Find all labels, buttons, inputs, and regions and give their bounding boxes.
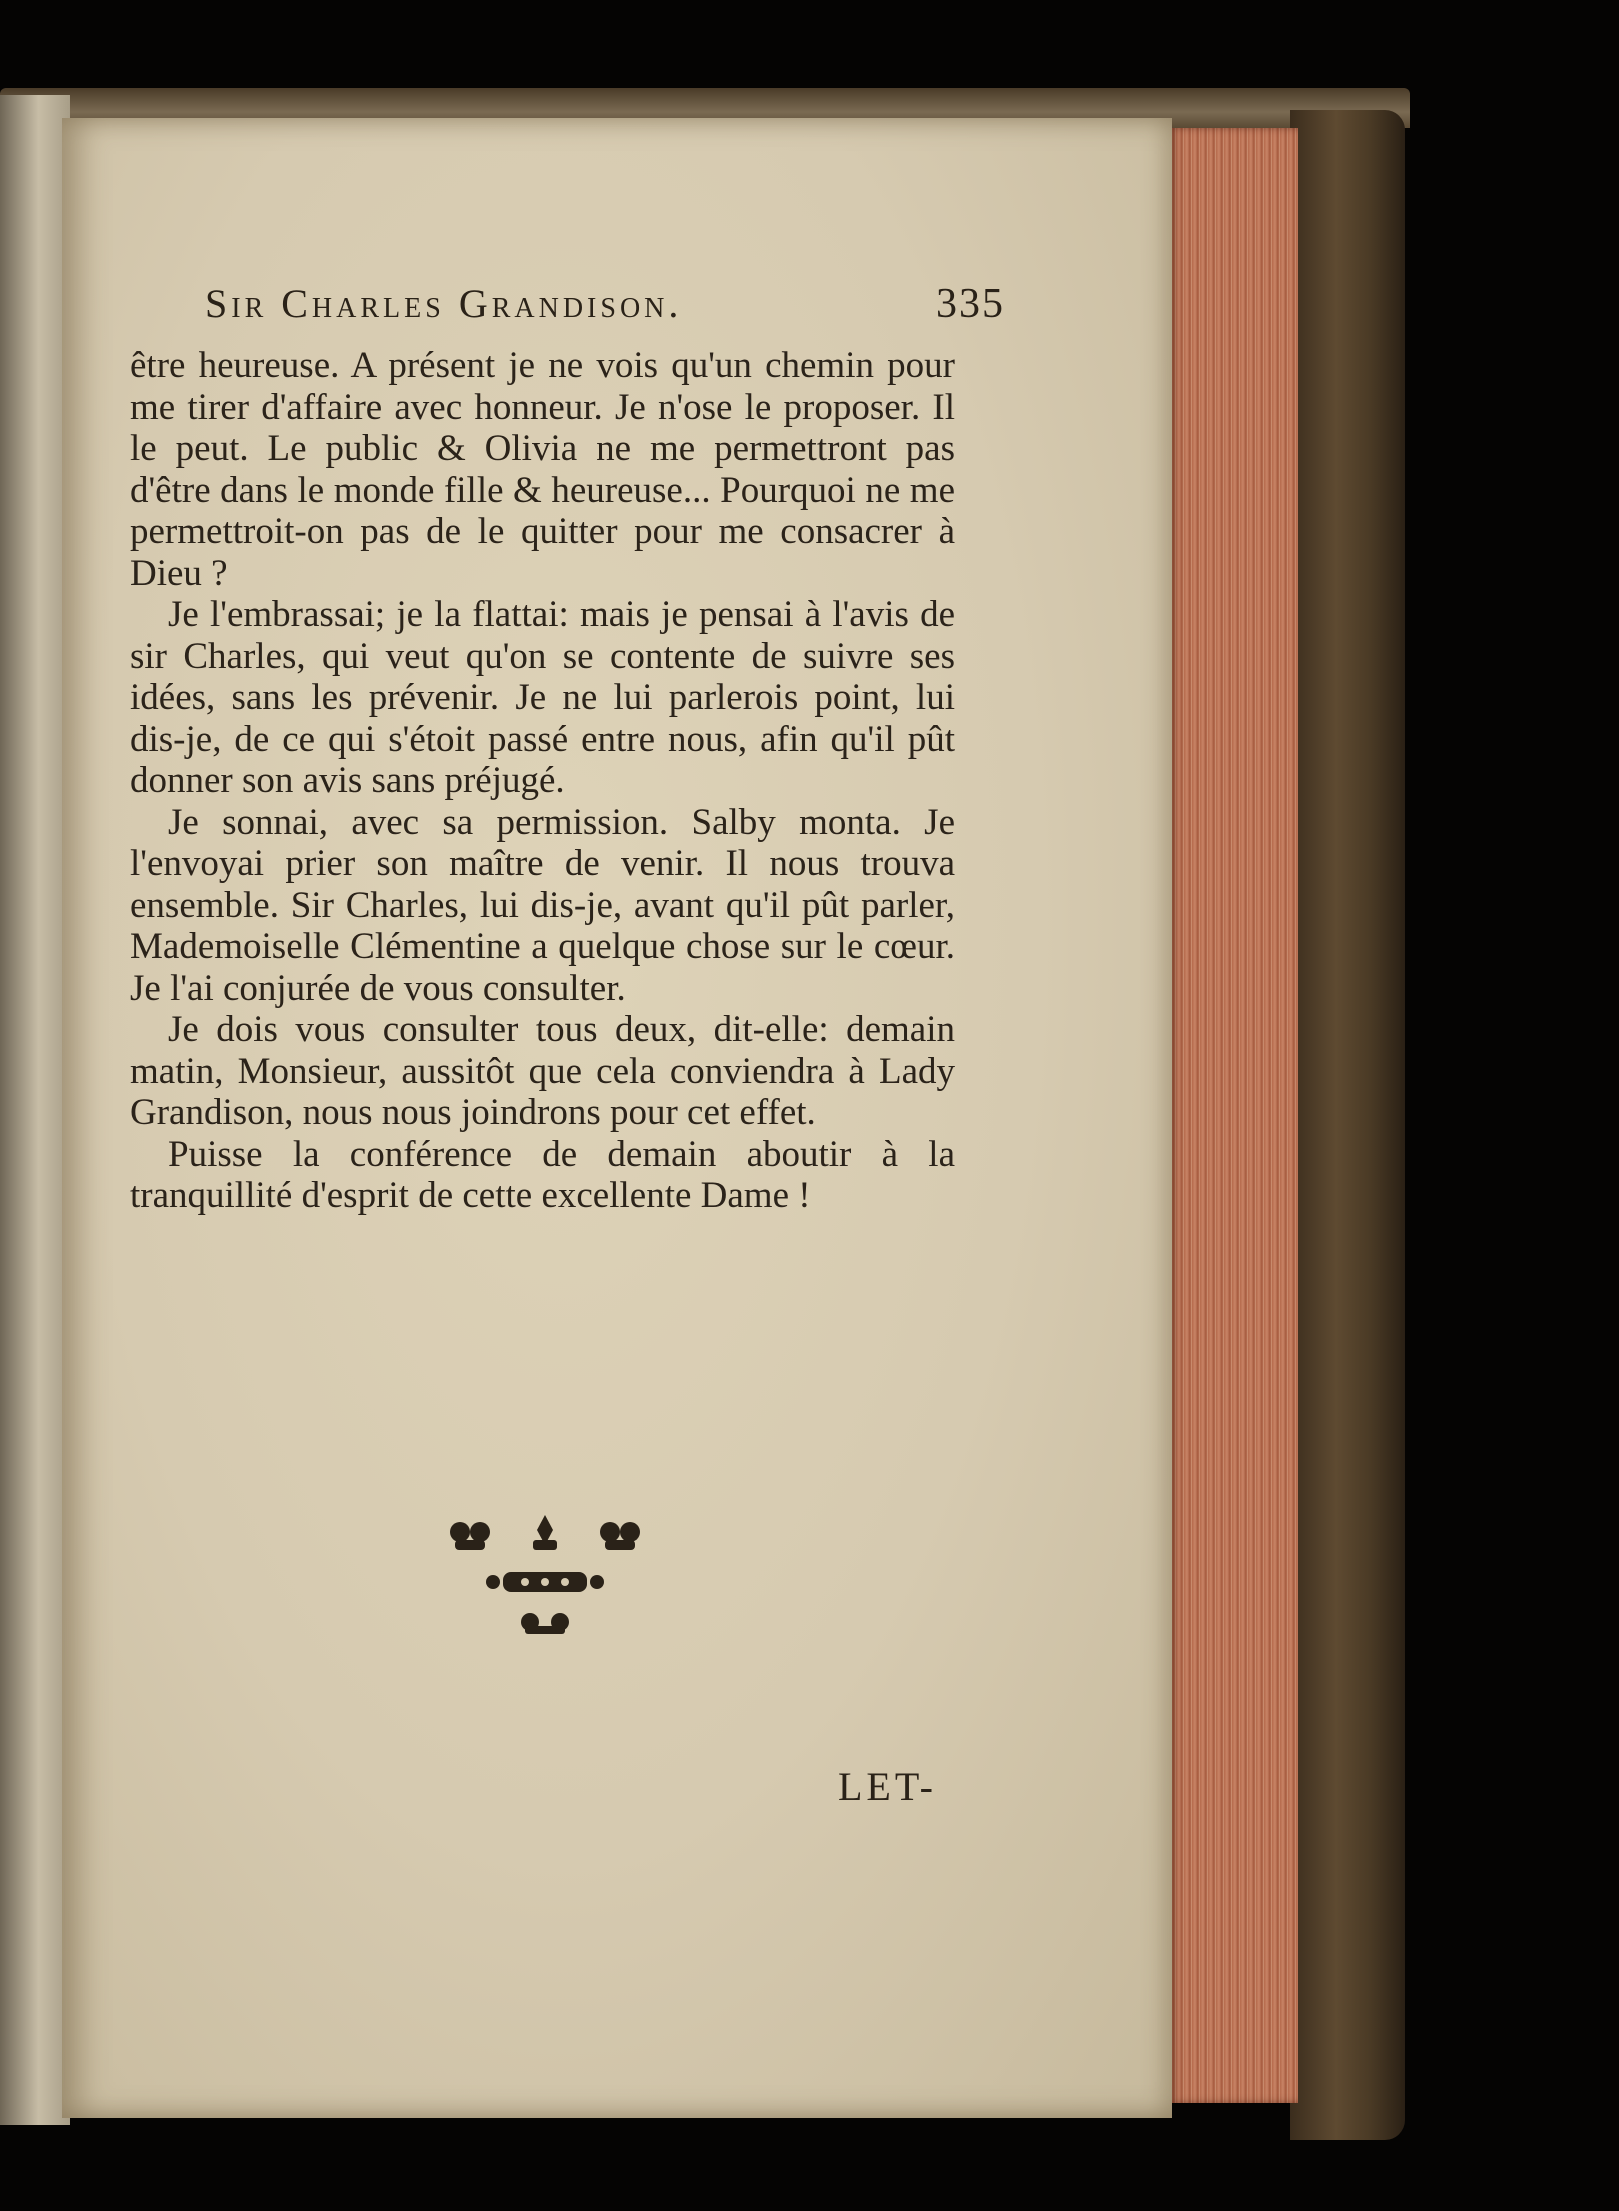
page-fore-edges bbox=[1168, 128, 1298, 2103]
paragraph-5: Puisse la conférence de demain aboutir à la tranquillité d'esprit de cette excellente Dame ! bbox=[130, 1133, 955, 1216]
paragraph-1: être heureuse. A présent je ne vois qu'un chemin pour me tirer d'affaire avec honneur. Je n'ose le proposer. Il le peut. Le public & Olivia ne me permettront pas d'être dans le monde fille & heureuse... Pourquoi ne me permettroit-on pas de le quitter pour me consacrer à Dieu ? bbox=[130, 345, 955, 594]
fleuron-center bbox=[533, 1515, 557, 1550]
running-head bbox=[205, 280, 1005, 340]
fleuron-right bbox=[600, 1522, 640, 1550]
fleuron-middle-row bbox=[486, 1572, 604, 1592]
page-number: 335 bbox=[936, 281, 1005, 327]
book-cover-right bbox=[1290, 110, 1405, 2140]
book-left-page-edge bbox=[0, 95, 70, 2125]
catchword: LET- bbox=[838, 1764, 937, 1809]
paragraph-3: Je sonnai, avec sa permission. Salby monta. Je l'envoyai prier son maître de venir. Il nous trouva ensemble. Sir Charles, lui dis-je, avant qu'il pût parler, Mademoiselle Clémentine a quelque chose sur le cœur. Je l'ai conjurée de vous consulter. bbox=[130, 801, 955, 1009]
fleuron-left bbox=[450, 1522, 490, 1550]
body-text bbox=[130, 345, 955, 1217]
printer-ornament bbox=[425, 1510, 665, 1640]
fleuron-bottom bbox=[521, 1613, 569, 1634]
paragraph-4: Je dois vous consulter tous deux, dit-elle: demain matin, Monsieur, aussitôt que cela conviendra à Lady Grandison, nous nous joindrons pour cet effet. bbox=[130, 1009, 955, 1133]
running-title: Sir Charles Grandison. bbox=[205, 281, 683, 326]
paragraph-2: Je l'embrassai; je la flattai: mais je pensai à l'avis de sir Charles, qui veut qu'on se contente de suivre ses idées, sans les prévenir. Je ne lui parlerois point, lui dis-je, de ce qui s'étoit passé entre nous, afin qu'il pût donner son avis sans préjugé. bbox=[130, 594, 955, 801]
